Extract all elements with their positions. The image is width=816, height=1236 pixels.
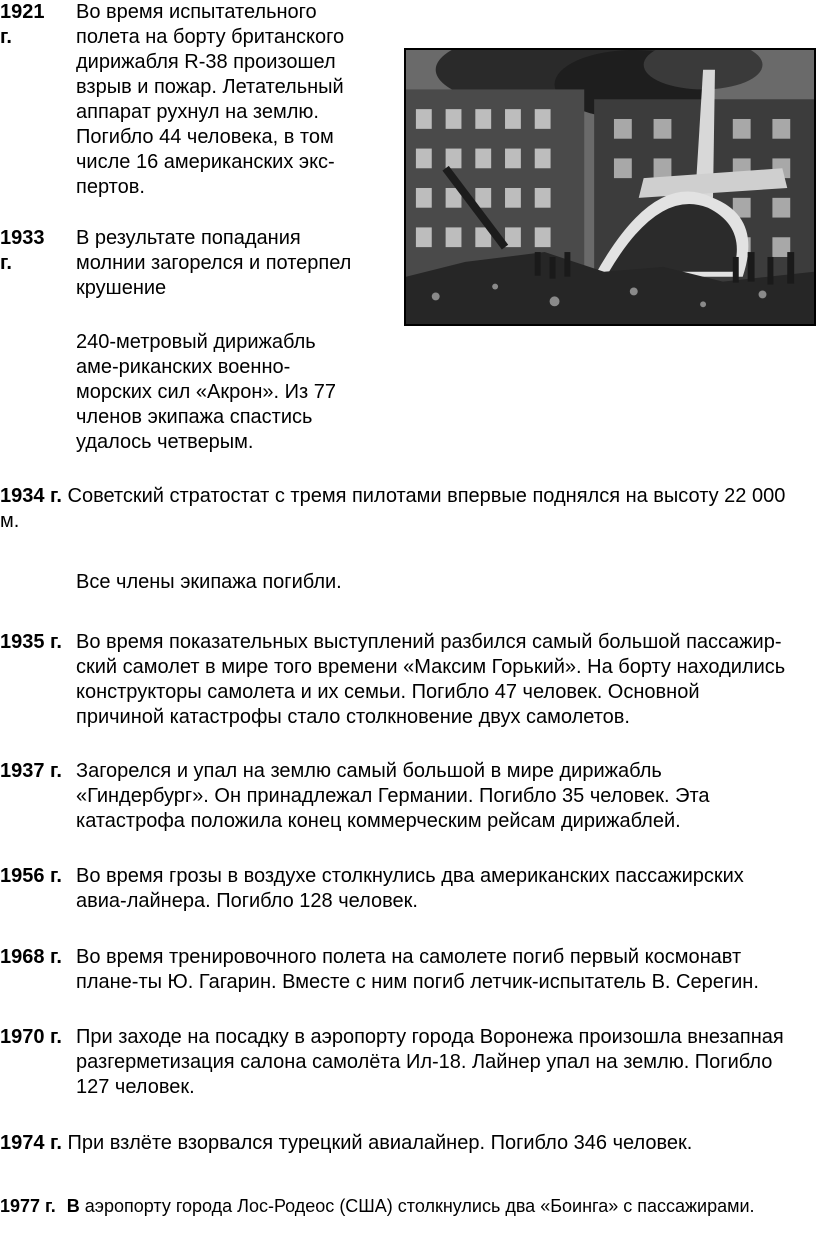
line: морских сил «Акрон». Из 77 (76, 381, 336, 403)
entry-year: 1933 г. (0, 227, 45, 274)
line: м. (0, 510, 20, 532)
line: Во время испытательного (76, 1, 317, 23)
entry-text (76, 1025, 795, 1100)
line: крушение (76, 277, 167, 299)
line: ский самолет в мире того времени «Максим Горький». На борту находились (76, 656, 786, 678)
line: аме-риканских военно- (76, 356, 291, 378)
line: Во время грозы в воздухе столкнулись два американских пассажирских (76, 865, 744, 887)
line: При заходе на посадку в аэропорту города Воронежа произошла внезапная (76, 1026, 784, 1048)
line: причиной катастрофы стало столкновение двух самолетов. (76, 706, 630, 728)
entry-bold-word: В (66, 1196, 80, 1216)
line: полета на борту британского (76, 26, 345, 48)
line: разгерметизация салона самолёта Ил-18. Лайнер упал на землю. Погибло (76, 1051, 773, 1073)
line: плане-ты Ю. Гагарин. Вместе с ним погиб летчик-испытатель В. Серегин. (76, 971, 759, 993)
line: Советский стратостат с тремя пилотами впервые поднялся на высоту 22 000 (67, 485, 786, 507)
line: членов экипажа спастись (76, 406, 313, 428)
line: взрыв и пожар. Летательный (76, 76, 344, 98)
entry-year: 1968 г. (0, 946, 62, 968)
entry-year: 1937 г. (0, 760, 62, 782)
entry-text (0, 484, 816, 509)
line: «Гиндербург». Он принадлежал Германии. Погибло 35 человек. Эта (76, 785, 710, 807)
entry-year: 1974 г. (0, 1132, 62, 1154)
line: 127 человек. (76, 1076, 195, 1098)
line: Погибло 44 человека, в том (76, 126, 334, 148)
line: В результате попадания (76, 227, 301, 249)
line: удалось четверым. (76, 431, 254, 453)
line: 240-метровый дирижабль (76, 331, 316, 353)
entry-text (76, 0, 362, 200)
crash-photo-image (406, 50, 814, 324)
entry-text (76, 864, 795, 914)
line: числе 16 американских экс- (76, 151, 335, 173)
entry-year: 1970 г. (0, 1026, 62, 1048)
entry-text-continued: Все члены экипажа погибли. (76, 571, 342, 593)
entry-text: При взлёте взорвался турецкий авиалайнер. Погибло 346 человек. (67, 1132, 693, 1154)
entry-text (76, 759, 795, 834)
entry-text (76, 630, 795, 730)
entry-text (76, 945, 795, 995)
entry-year: 1956 г. (0, 865, 62, 887)
entry-text: аэропорту города Лос-Родеос (США) столкнулись два «Боинга» с пассажирами. (84, 1196, 755, 1216)
entry-text-continued (76, 330, 362, 455)
crash-photo (404, 48, 816, 326)
entry-year: 1934 г. (0, 485, 62, 507)
entry-year: 1977 г. (0, 1196, 56, 1216)
entry-1974 (0, 1131, 816, 1156)
entry-year: 1935 г. (0, 631, 62, 653)
line: молнии загорелся и потерпел (76, 252, 352, 274)
entry-text (76, 226, 362, 301)
line: Во время показательных выступлений разбился самый большой пассажир- (76, 631, 782, 653)
entry-1977 (0, 1194, 816, 1219)
line: дирижабля R-38 произошел (76, 51, 336, 73)
line: авиа-лайнера. Погибло 128 человек. (76, 890, 418, 912)
line: пертов. (76, 176, 145, 198)
line: конструкторы самолета и их семьи. Погибло 47 человек. Основной (76, 681, 700, 703)
entry-1934 (0, 484, 816, 593)
line: аппарат рухнул на землю. (76, 101, 319, 123)
entry-year: 1921 г. (0, 1, 45, 48)
line: Во время тренировочного полета на самолете погиб первый космонавт (76, 946, 742, 968)
line: Загорелся и упал на землю самый большой в мире дирижабль (76, 760, 662, 782)
line: катастрофа положила конец коммерческим рейсам дирижаблей. (76, 810, 681, 832)
